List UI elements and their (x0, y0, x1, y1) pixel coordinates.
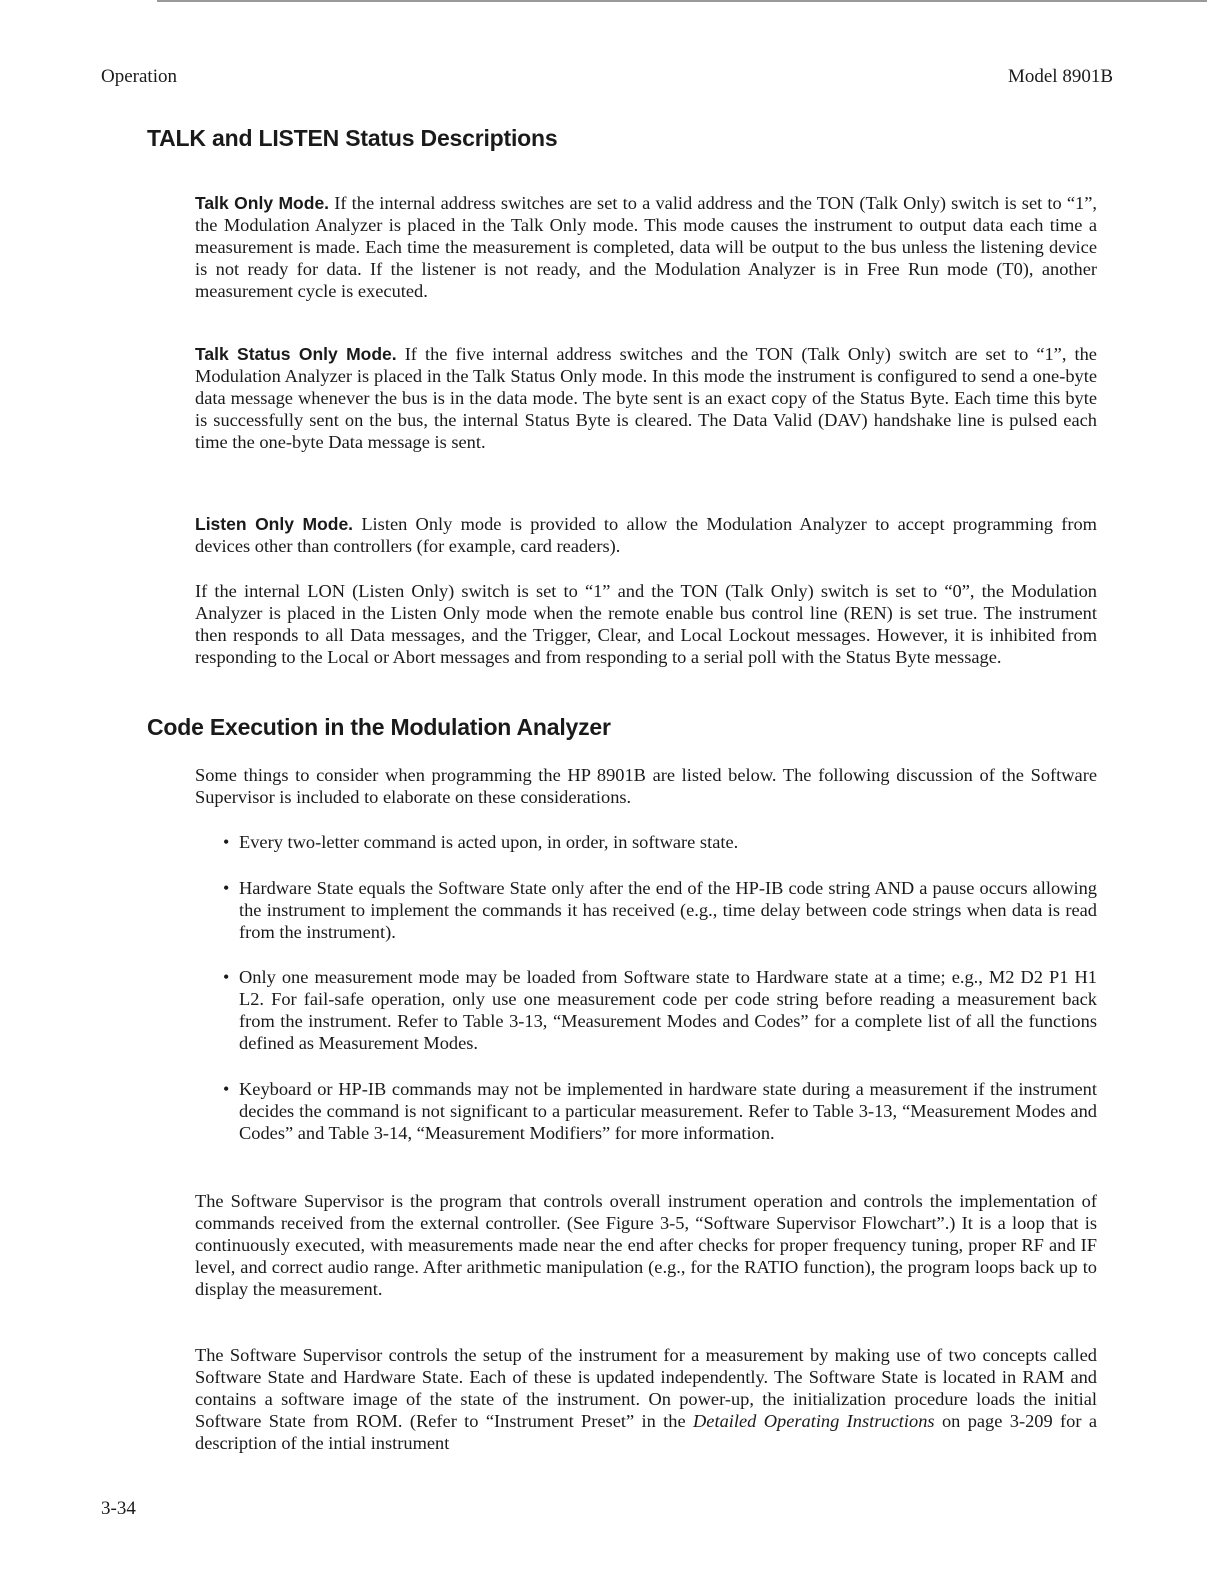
list-item (195, 1078, 1097, 1144)
paragraph-talk-only (195, 192, 1097, 302)
text-state-setup-start: The Software Supervisor controls the setup of the instrument for a measurement by making use of two concepts called Software State and Hardware State. Each of these is updated independently. The Software State is located in RAM and contains a software image of the state of the instrument. On power-up, the initialization procedure loads the initial Software State from ROM. (Refer to “Instrument Preset” in the (195, 1345, 1097, 1431)
lead-talk-only: Talk Only Mode. (195, 193, 330, 213)
text-talk-only: If the internal address switches are set to a valid address and the TON (Talk Only) switch is set to “1”, the Modulation Analyzer is placed in the Talk Only mode. This mode causes the instrument to output data each time a measurement is made. Each time the measurement is completed, data will be output to the bus unless the listening device is not ready for data. If the listener is not ready, and the Modulation Analyzer is in Free Run mode (T0), another measurement cycle is executed. (195, 193, 1097, 301)
paragraph-talk-status-only (195, 343, 1097, 453)
bullet-icon: • (223, 832, 230, 852)
lead-listen-only: Listen Only Mode. (195, 514, 354, 534)
list-item (195, 877, 1097, 943)
paragraph-state-setup (195, 1344, 1097, 1454)
bullet-icon: • (223, 878, 230, 898)
list-item-text: Keyboard or HP-IB commands may not be implemented in hardware state during a measurement if the instrument decides the command is not significant to a particular measurement. Refer to Table 3-13, “Measurement Modes and Codes” and Table 3-14, “Measurement Modifiers” for more information. (239, 1079, 1097, 1143)
bullet-icon: • (223, 1079, 230, 1099)
list-item (195, 831, 1097, 853)
list-item-text: Only one measurement mode may be loaded from Software state to Hardware state at a time; e.g., M2 D2 P1 H1 L2. For fail-safe operation, only use one measurement code per code string before reading a measurement back from the instrument. Refer to Table 3-13, “Measurement Modes and Codes” for a complete list of all the functions defined as Measurement Modes. (239, 967, 1097, 1053)
list-item (195, 966, 1097, 1054)
text-state-setup-end: on page 3-209 for a description of the intial instrument (195, 1411, 1098, 1453)
top-rule (157, 0, 1207, 2)
text-listen-only: Listen Only mode is provided to allow the Modulation Analyzer to accept programming from devices other than controllers (for example, card readers). (195, 514, 1097, 556)
running-head-section: Operation (101, 66, 177, 87)
paragraph-software-supervisor: The Software Supervisor is the program that controls overall instrument operation and controls the implementation of commands received from the external controller. (See Figure 3-5, “Software Supervisor Flowchart”.) It is a loop that is continuously executed, with measurements made near the end after checks for proper frequency tuning, proper RF and IF level, and correct audio range. After arithmetic manipulation (e.g., for the RATIO function), the program loops back up to display the measurement. (195, 1191, 1097, 1299)
text-talk-status-only: If the five internal address switches and the TON (Talk Only) switch are set to “1”, the Modulation Analyzer is placed in the Talk Status Only mode. In this mode the instrument is configured to send a one-byte data message whenever the bus is in the data mode. The byte sent is an exact copy of the Status Byte. Each time this byte is successfully sent on the bus, the internal Status Byte is cleared. The Data Valid (DAV) handshake line is pulsed each time the one-byte Data message is sent. (195, 344, 1097, 452)
lead-talk-status-only: Talk Status Only Mode. (195, 344, 397, 364)
bullet-icon: • (223, 967, 230, 987)
paragraph-intro: Some things to consider when programming the HP 8901B are listed below. The following discussion of the Software Supervisor is included to elaborate on these considerations. (195, 765, 1097, 807)
text-state-setup-italic: Detailed Operating Instructions (693, 1411, 935, 1431)
paragraph-listen-only-detail: If the internal LON (Listen Only) switch is set to “1” and the TON (Talk Only) switch is set to “0”, the Modulation Analyzer is placed in the Listen Only mode when the remote enable bus control line (REN) is set true. The instrument then responds to all Data messages, and the Trigger, Clear, and Local Lockout messages. However, it is inhibited from responding to the Local or Abort messages and from responding to a serial poll with the Status Byte message. (195, 581, 1097, 667)
section-title-talk-listen: TALK and LISTEN Status Descriptions (147, 125, 558, 151)
running-head-model: Model 8901B (1007, 66, 1113, 87)
paragraph-listen-only (195, 513, 1097, 557)
list-item-text: Every two-letter command is acted upon, in order, in software state. (239, 832, 739, 852)
page-number: 3-34 (101, 1498, 136, 1519)
section-title-code-execution: Code Execution in the Modulation Analyzer (147, 714, 611, 740)
list-item-text: Hardware State equals the Software State only after the end of the HP-IB code string AND a pause occurs allowing the instrument to implement the commands it has received (e.g., time delay between code strings when data is read from the instrument). (239, 878, 1097, 942)
